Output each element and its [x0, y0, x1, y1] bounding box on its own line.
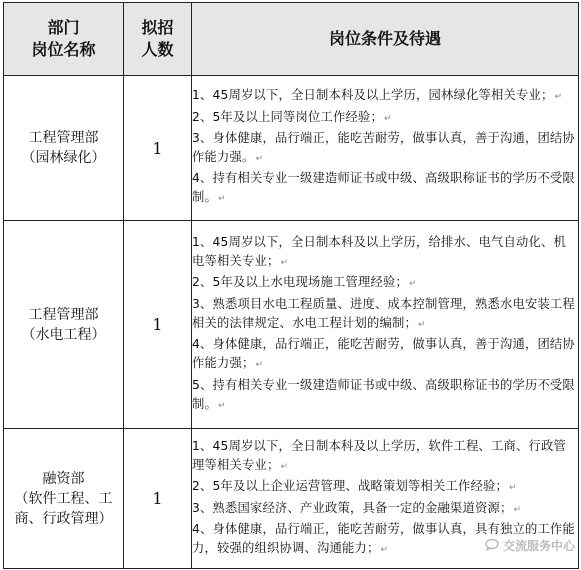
condition-item: 3、熟悉项目水电工程质量、进度、成本控制管理，熟悉水电安装工程相关的法律规定、水电工程计划的编制；↵: [192, 296, 575, 330]
dept-name: 工程管理部: [28, 306, 99, 323]
header-dept: [4, 3, 124, 76]
header-count: [124, 3, 192, 76]
header-dept-line2: 岗位名称: [31, 40, 96, 59]
watermark-text: 交流服务中心: [502, 539, 575, 553]
paragraph-mark-icon: ↵: [218, 194, 226, 205]
paragraph-mark-icon: ↵: [554, 92, 563, 103]
condition-item: 2、5年及以上企业运营管理、战略策划等相关工作经验；↵: [192, 479, 517, 494]
table-row: [4, 76, 579, 221]
condition-item: 1、45周岁以下，全日制本科及以上学历，软件工程、工商、行政管理等相关专业；↵: [192, 438, 566, 473]
paragraph-mark-icon: ↵: [384, 113, 392, 124]
condition-item: 3、熟悉国家经济、产业政策，具备一定的金融渠道资源；↵: [192, 500, 522, 515]
count-value: 1: [152, 489, 163, 508]
condition-item: 2、5年及以上同等岗位工作经验；↵: [192, 109, 392, 124]
header-count-line2: 人数: [141, 40, 174, 59]
condition-item: 1、45周岁以下，全日制本科及以上学历，给排水、电气自动化、机电等相关专业；↵: [192, 235, 566, 269]
count-cell: [124, 221, 192, 429]
dept-specialty: （水电工程）: [21, 326, 106, 343]
count-cell: [124, 76, 192, 221]
chat-bubble-icon: [485, 539, 499, 551]
dept-cell: [4, 429, 124, 569]
dept-cell: [4, 76, 124, 221]
table-header-row: [4, 3, 579, 76]
condition-item: 1、45周岁以下，全日制本科及以上学历，园林绿化等相关专业；↵: [192, 88, 563, 103]
watermark: [485, 537, 575, 554]
condition-item: 4、身体健康，品行端正，能吃苦耐劳，做事认真，善于沟通，团结协作能力强；↵: [192, 337, 575, 371]
condition-item: 5、持有相关专业一级建造师证书或中级、高级职称证书的学历不受限制。↵: [192, 377, 575, 411]
count-value: 1: [152, 315, 163, 334]
paragraph-mark-icon: ↵: [280, 462, 289, 473]
paragraph-mark-icon: ↵: [218, 400, 226, 411]
count-cell: [124, 429, 192, 569]
dept-name: 融资部: [42, 470, 85, 487]
paragraph-mark-icon: ↵: [508, 483, 517, 494]
recruitment-table: [3, 2, 579, 569]
count-value: 1: [152, 138, 163, 158]
conditions-cell: [192, 221, 579, 429]
condition-item: 4、身体健康，品行端正，能吃苦耐劳，做事认真，具有独立的工作能力，较强的组织协调、沟通能力；↵: [192, 521, 575, 555]
paragraph-mark-icon: ↵: [280, 258, 289, 269]
paragraph-mark-icon: ↵: [513, 504, 522, 515]
dept-specialty: （软件工程、工商、行政管理）: [14, 490, 113, 527]
conditions-cell: [192, 76, 579, 221]
header-count-line1: 拟招: [141, 18, 174, 37]
dept-specialty: （园林绿化）: [21, 150, 106, 166]
paragraph-mark-icon: ↵: [255, 360, 264, 371]
table-row: [4, 221, 579, 429]
paragraph-mark-icon: ↵: [255, 154, 264, 164]
condition-item: 2、5年及以上水电现场施工管理经验；↵: [192, 275, 417, 290]
header-conditions: 岗位条件及待遇: [192, 3, 579, 76]
dept-cell: [4, 221, 124, 429]
header-dept-line1: 部门: [47, 18, 80, 37]
dept-name: 工程管理部: [28, 130, 99, 146]
paragraph-mark-icon: ↵: [417, 319, 426, 330]
paragraph-mark-icon: ↵: [409, 279, 417, 290]
condition-item: 4、持有相关专业一级建造师证书或中级、高级职称证书的学历不受限制。↵: [192, 171, 575, 205]
condition-item: 3、身体健康，品行端正，能吃苦耐劳，做事认真，善于沟通，团结协作能力强。↵: [192, 130, 575, 164]
paragraph-mark-icon: ↵: [380, 544, 389, 555]
